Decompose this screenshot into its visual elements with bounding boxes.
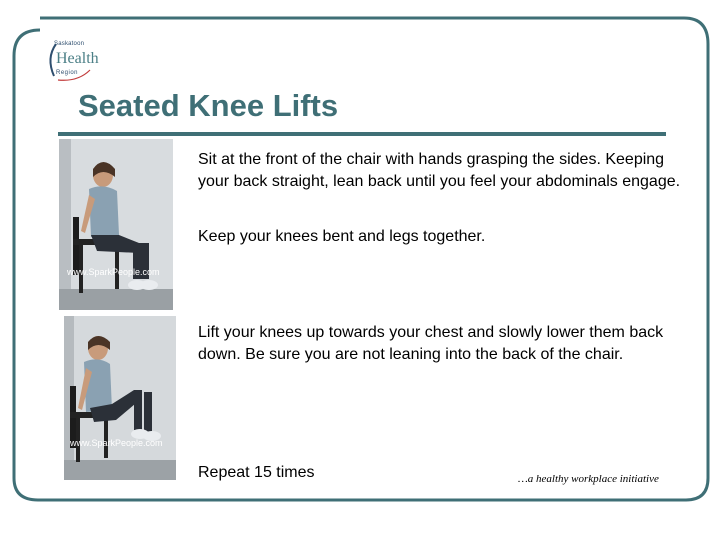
title-underline [58, 132, 666, 136]
photo-watermark: www.SparkPeople.com [70, 438, 163, 448]
exercise-photo-start [59, 139, 173, 310]
exercise-photo-lift [64, 316, 176, 480]
tagline: …a healthy workplace initiative [518, 473, 659, 485]
slide-title: Seated Knee Lifts [78, 88, 339, 123]
saskatoon-health-region-logo: Saskatoon Health Region [44, 40, 96, 82]
instruction-lift: Lift your knees up towards your chest and slowly lower them back down. Be sure you are not leaning into the back of the chair. [198, 324, 664, 363]
instruction-knees: Keep your knees bent and legs together. [198, 228, 486, 245]
photo-watermark: www.SparkPeople.com [67, 267, 160, 277]
instruction-setup: Sit at the front of the chair with hands grasping the sides. Keeping your back straight, lean back until you feel your abdominals engage. [198, 151, 681, 190]
instruction-repeat: Repeat 15 times [198, 464, 315, 481]
